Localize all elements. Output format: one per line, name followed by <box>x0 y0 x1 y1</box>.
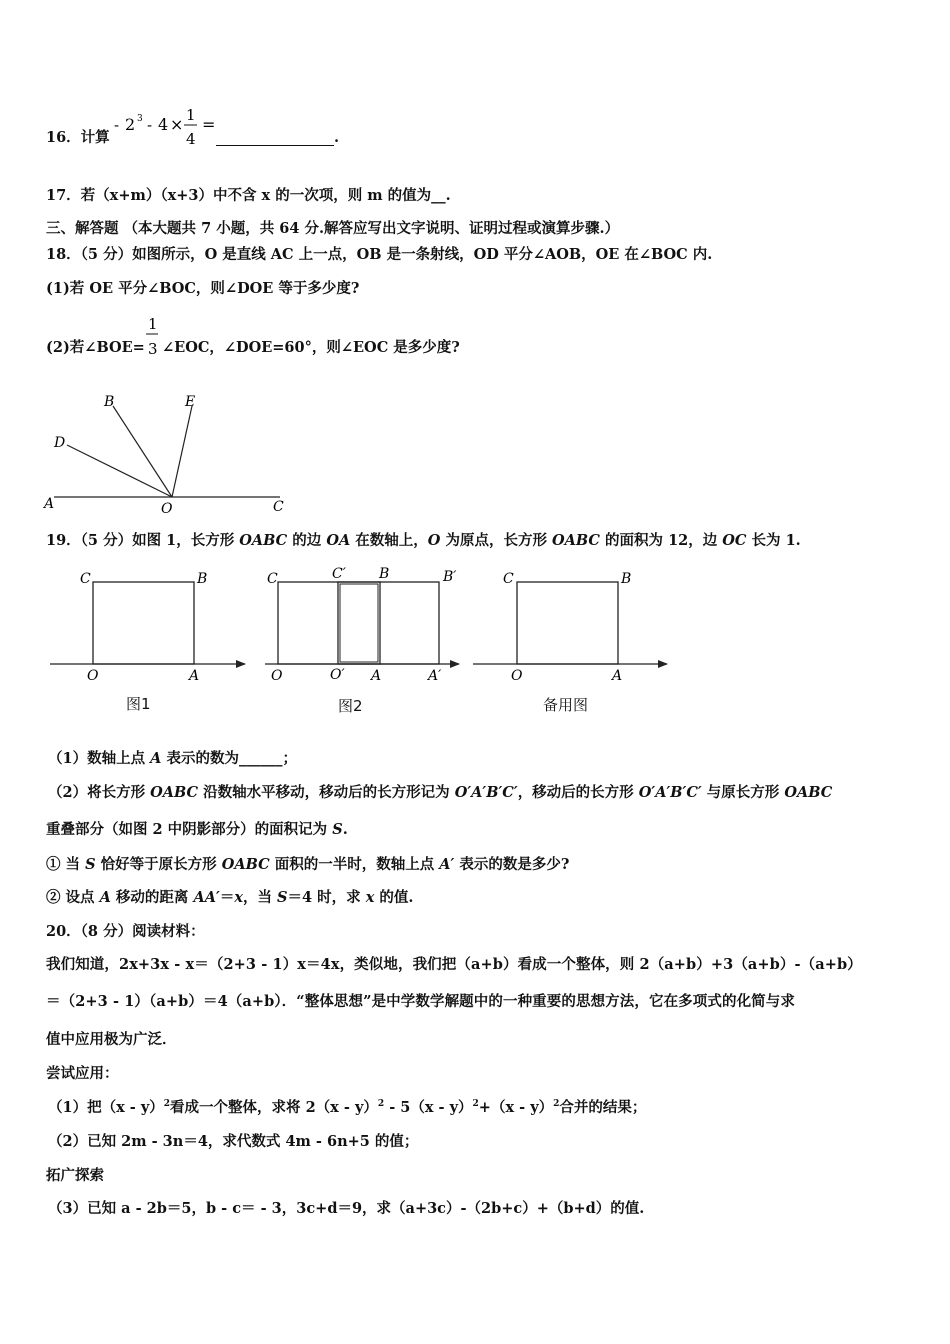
ray-OE <box>172 406 192 497</box>
point-label-C: C <box>503 571 514 587</box>
figure-caption: 图1 <box>126 695 151 713</box>
fraction-denominator: 3 <box>148 340 158 358</box>
rectangle-moved <box>338 582 439 664</box>
text-segment: 恰好等于原长方形 <box>95 856 222 873</box>
text-segment: 重叠部分（如图 2 中阴影部分）的面积记为 <box>46 821 333 838</box>
point-label-E: E <box>185 394 196 410</box>
point-label-O: O <box>161 501 173 517</box>
q19-sub1 <box>46 855 569 875</box>
text-segment: 的面积为 12，边 <box>599 532 723 549</box>
figure-caption: 备用图 <box>543 696 589 714</box>
q19-sub2 <box>46 888 413 908</box>
q19-intro <box>46 531 801 551</box>
figure-caption: 图2 <box>338 697 363 715</box>
text-segment: ＝4 时，求 <box>287 889 366 906</box>
formula-exponent: 3 <box>137 114 143 124</box>
text-segment: 的边 <box>287 532 327 549</box>
text-segment: ＝ <box>219 889 235 906</box>
section-heading: 三、解答题 （本大题共 7 小题，共 64 分.解答应写出文字说明、证明过程或演算步骤.） <box>46 220 620 237</box>
point-label-B: B <box>379 566 390 582</box>
point-label-B: B <box>197 571 208 587</box>
text-segment: 在数轴上， <box>350 532 428 549</box>
point-label-B-prime: B′ <box>443 569 457 585</box>
math-var: OA <box>326 532 351 549</box>
math-var: O′A′B′C′ <box>638 784 702 801</box>
text-segment: 表示的数是多少? <box>454 856 570 873</box>
q18-angle-figure <box>40 390 300 520</box>
text-segment: . <box>342 821 348 838</box>
formula-four: 4 <box>158 115 169 134</box>
point-label-C: C <box>80 571 91 587</box>
figure-2 <box>265 566 459 684</box>
math-var: AA′ <box>193 889 220 906</box>
point-label-A: A <box>189 668 200 684</box>
formula-equals: = <box>202 115 216 134</box>
exponent: 2 <box>472 1099 479 1110</box>
figure-1 <box>50 571 245 684</box>
fraction-numerator: 1 <box>186 106 196 124</box>
math-var: O <box>427 532 441 549</box>
text-segment: 合并的结果； <box>559 1099 647 1116</box>
text-segment: ，移动后的长方形 <box>517 784 639 801</box>
math-var: S <box>277 889 288 906</box>
point-label-O-prime: O′ <box>330 667 345 683</box>
text-segment: （2）将长方形 <box>48 784 151 801</box>
formula-base: 2 <box>125 115 136 134</box>
math-var: OC <box>722 532 747 549</box>
exponent: 2 <box>553 1099 560 1110</box>
point-label-C: C <box>273 499 284 515</box>
text-segment: 移动的距离 <box>110 889 194 906</box>
rectangle-OABC <box>517 582 618 664</box>
rectangle-OABC <box>278 582 380 664</box>
q19-part1 <box>48 749 297 769</box>
point-label-O: O <box>271 668 283 684</box>
q18-part1: (1)若 OE 平分∠BOC，则∠DOE 等于多少度? <box>46 280 360 297</box>
answer-blank <box>216 145 334 146</box>
ray-OB <box>113 406 172 497</box>
point-label-C-prime: C′ <box>332 566 346 582</box>
figure-3 <box>473 571 667 684</box>
text-segment: 的值. <box>374 889 414 906</box>
q16-period: . <box>334 129 340 146</box>
q18-part2-suffix: ∠EOC，∠DOE=60°，则∠EOC 是多少度? <box>162 339 460 356</box>
math-var: A <box>150 750 162 767</box>
math-var: x <box>234 889 243 906</box>
point-label-O: O <box>87 668 99 684</box>
point-label-A: A <box>371 668 382 684</box>
fraction-numerator: 1 <box>148 315 158 333</box>
math-var: OABC <box>221 856 270 873</box>
q20-paragraph-line3: 值中应用极为广泛． <box>46 1031 177 1048</box>
math-var: S <box>332 821 343 838</box>
math-var: x <box>365 889 375 906</box>
q19-part2-line1 <box>48 783 832 803</box>
text-segment: +（x - y） <box>478 1099 554 1116</box>
ray-OD <box>67 445 172 497</box>
text-segment: 沿数轴水平移动，移动后的长方形记为 <box>198 784 455 801</box>
q19-figures <box>40 562 680 692</box>
text-segment: ，当 <box>242 889 278 906</box>
try-heading: 尝试应用： <box>46 1065 119 1082</box>
math-var: A <box>99 889 111 906</box>
q16-label: 16．计算 <box>46 129 110 146</box>
fraction-denominator: 4 <box>186 130 196 148</box>
point-label-C: C <box>267 571 278 587</box>
text-segment: 19．（5 分）如图 1，长方形 <box>46 532 240 549</box>
math-var: A′ <box>439 856 455 873</box>
point-label-A: A <box>612 668 623 684</box>
exponent: 2 <box>163 1099 171 1110</box>
q20-paragraph-line1: 我们知道，2x+3x - x＝（2+3 - 1）x＝4x，类似地，我们把（a+b）看成一个整体，则 2（a+b）+3（a+b）-（a+b） <box>46 956 862 973</box>
formula-minus: - <box>147 116 153 134</box>
text-segment: - 5（x - y） <box>384 1099 473 1116</box>
text-segment: 看成一个整体，求将 2（x - y） <box>170 1099 378 1116</box>
q20-part2: （2）已知 2m - 3n＝4，求代数式 4m - 6n+5 的值； <box>48 1133 419 1150</box>
point-label-D: D <box>54 435 66 451</box>
math-var: S <box>85 856 96 873</box>
q20-part1 <box>48 1098 646 1118</box>
q18-part2-prefix: (2)若∠BOE= <box>46 339 145 356</box>
point-label-A-prime: A′ <box>428 668 442 684</box>
q18-fraction <box>143 312 163 362</box>
q18-intro: 18．（5 分）如图所示，O 是直线 AC 上一点，OB 是一条射线，OD 平分∠AOB，OE 在∠BOC 内. <box>46 246 713 263</box>
q17-text: 17．若（x+m）（x+3）中不含 x 的一次项，则 m 的值为__. <box>46 187 451 204</box>
text-segment: 与原长方形 <box>701 784 785 801</box>
text-segment: 长为 1. <box>746 532 801 549</box>
q20-part3: （3）已知 a - 2b＝5，b - c＝ - 3，3c+d＝9，求（a+3c）-（2b+c）+（b+d）的值. <box>48 1200 645 1217</box>
math-var: OABC <box>150 784 199 801</box>
q16-formula <box>110 100 230 152</box>
extension-heading: 拓广探索 <box>46 1167 104 1184</box>
text-segment: （1）数轴上点 <box>48 750 151 767</box>
text-segment: （1）把（x - y） <box>48 1099 164 1116</box>
formula-times: × <box>170 115 184 134</box>
q19-part2-line2 <box>46 820 348 840</box>
math-var: OABC <box>239 532 288 549</box>
math-var: OABC <box>552 532 600 549</box>
point-label-B: B <box>621 571 632 587</box>
point-label-B: B <box>104 394 115 410</box>
overlap-region <box>340 584 378 662</box>
text-segment: 表示的数为______； <box>161 750 297 767</box>
formula-minus: - <box>114 116 120 134</box>
text-segment: ① 当 <box>46 856 86 873</box>
math-var: O′A′B′C′ <box>454 784 518 801</box>
text-segment: ② 设点 <box>46 889 100 906</box>
q20-paragraph-line2: ＝（2+3 - 1）（a+b）＝4（a+b）．“整体思想”是中学数学解题中的一种重要的思想方法，它在多项式的化简与求 <box>46 993 795 1010</box>
text-segment: 面积的一半时，数轴上点 <box>269 856 440 873</box>
rectangle-OABC <box>93 582 194 664</box>
text-segment: 为原点，长方形 <box>440 532 553 549</box>
point-label-O: O <box>511 668 523 684</box>
q20-intro: 20．（8 分）阅读材料： <box>46 923 205 940</box>
math-var: OABC <box>784 784 833 801</box>
point-label-A: A <box>44 496 55 512</box>
exponent: 2 <box>377 1099 385 1110</box>
